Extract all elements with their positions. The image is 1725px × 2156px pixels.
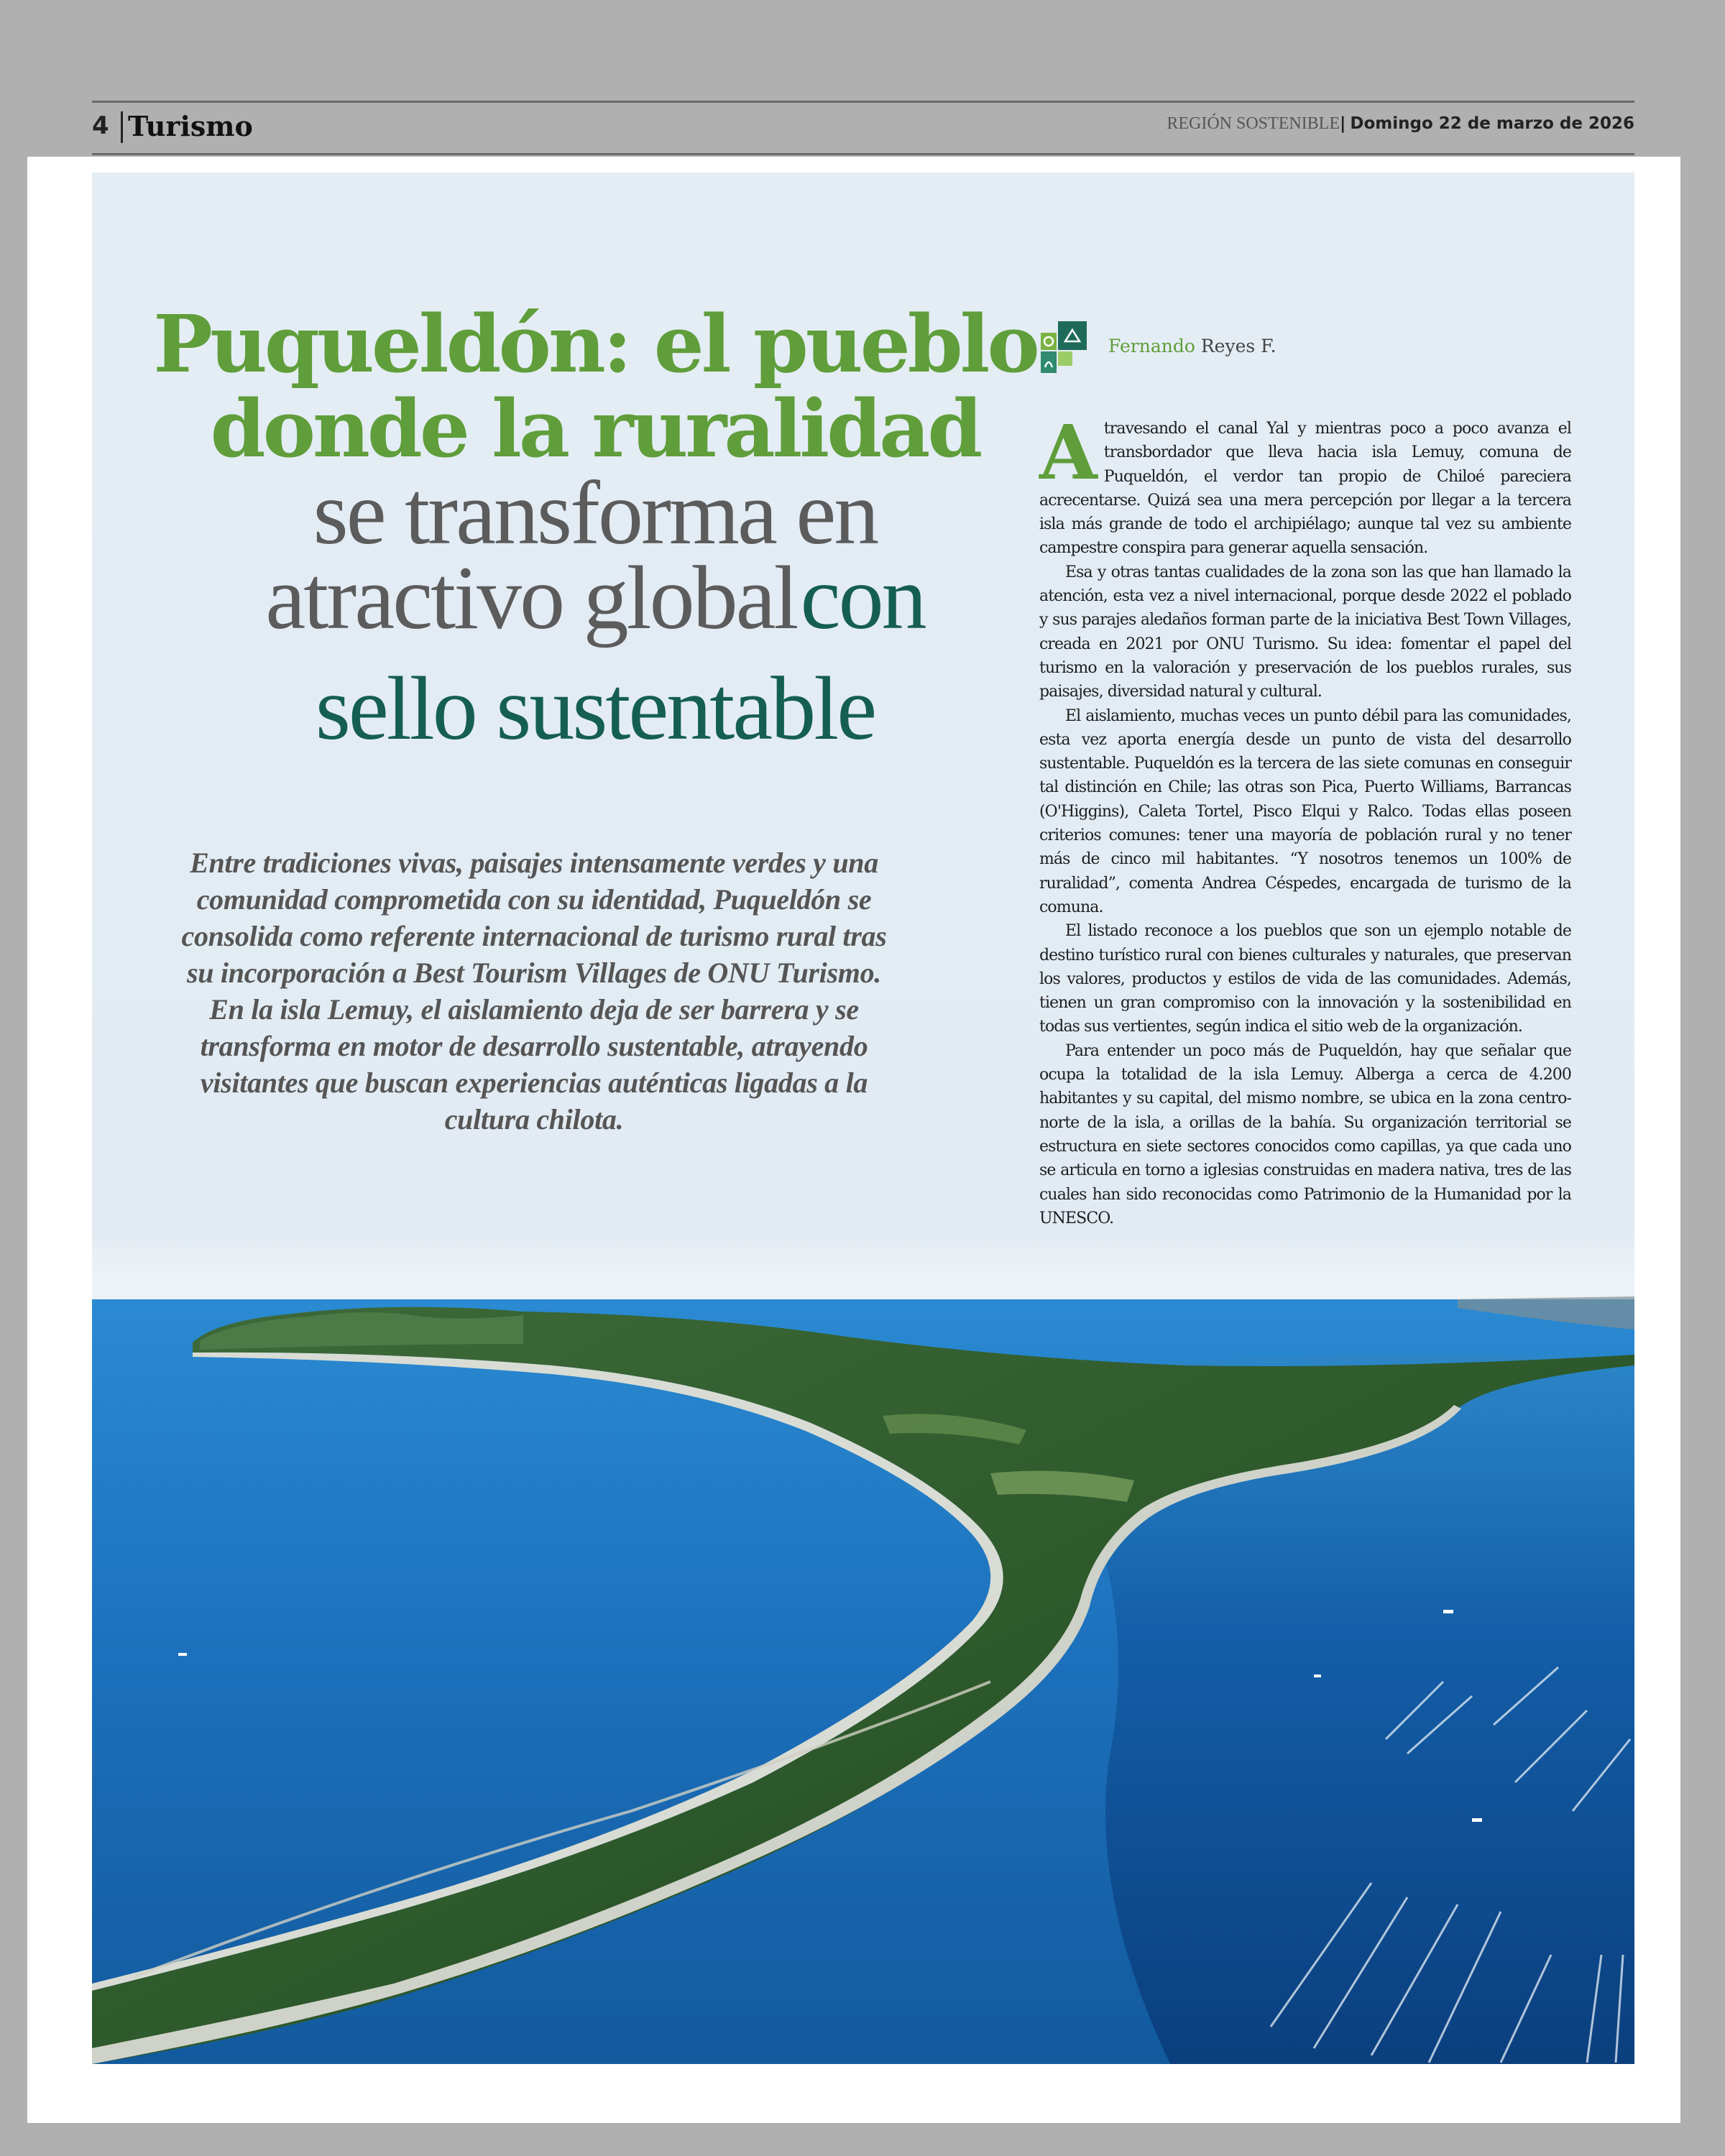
headline-line-4-gray: atractivo global — [265, 548, 797, 648]
sustainability-logo-icon — [1039, 320, 1094, 374]
header-separator: | — [1340, 114, 1346, 133]
page-header — [92, 101, 1634, 155]
header-divider — [121, 111, 123, 143]
body-paragraph-4: El listado reconoce a los pueblos que son un ejemplo notable de destino turístico rural con bienes culturales y naturales, que preservan los valores, productos y estilos de vida de las comunidades. Además, tienen un gran compromiso con la innovación y la sostenibilidad en todas sus vertientes, según indica el sitio web de la organización. — [1039, 922, 1571, 1036]
headline — [135, 298, 1055, 759]
body-paragraph-3: El aislamiento, muchas veces un punto débil para las comunidades, esta vez aporta energía desde un punto de vista del desarrollo sustentable. Puqueldón es la tercera de las siete comunas en conseguir tal distinción en Chile; las otras son Pica, Puerto Williams, Barrancas (O'Higgins), Caleta Tortel, Pisco Elqui y Ralco. Todas ellas poseen criterios comunes: tener una mayoría de población rural y no tener más de cinco mil habitantes. “Y nosotros tenemos un 100% de ruralidad”, comenta Andrea Céspedes, encargada de turismo de la comuna. — [1039, 706, 1571, 916]
headline-line-1: Puqueldón: el pueblo — [153, 298, 1037, 390]
body-paragraph-1: travesando el canal Yal y mientras poco a poco avanza el transbordador que lleva hacia isla Lemuy, comuna de Puqueldón, el verdor tan propio de Chiloé pareciera acrecentarse. Quizá sea una mera percepción por llegar a la tercera isla más grande de todo el archipiélago; aunque tal vez su ambiente campestre conspira para generar aquella sensación. — [1039, 420, 1571, 558]
body-paragraph-5: Para entender un poco más de Puqueldón, hay que señalar que ocupa la totalidad de la isla Lemuy. Alberga a cerca de 4.200 habitantes y su capital, del mismo nombre, se ubica en la zona centro-norte de la isla, a orillas de la bahía. Su organización territorial se estructura en siete sectores conocidos como capillas, ya que cada uno se articula en torno a iglesias construidas en madera nativa, tres de las cuales han sido reconocidas como Patrimonio de la Humanidad por la UNESCO. — [1039, 1041, 1571, 1227]
publication-name: REGIÓN SOSTENIBLE — [1167, 114, 1340, 133]
page-number: 4 — [92, 111, 109, 140]
headline-line-2: donde la ruralidad — [210, 382, 980, 475]
article — [92, 172, 1634, 2064]
drop-cap: A — [1039, 408, 1097, 497]
section-name: Turismo — [128, 110, 253, 142]
body-paragraph-2: Esa y otras tantas cualidades de la zona son las que han llamado la atención, esta vez a nivel internacional, porque desde 2022 el poblado y sus parajes aledaños forman parte de la iniciativa Best Town Villages, creada en 2021 por ONU Turismo. Su idea: fomentar el papel del turismo en la valoración y preservación de los pueblos rurales, sus paisajes, diversidad natural y cultural. — [1039, 563, 1571, 701]
lead-paragraph: Entre tradiciones vivas, paisajes intensamente verdes y una comunidad comprometida con su identidad, Puqueldón se consolida como referente internacional de turismo rural tras su incorporación a Best Tourism Villages de ONU Turismo. En la isla Lemuy, el aislamiento deja de ser barrera y se transforma en motor de desarrollo sustentable, atrayendo visitantes que buscan experiencias auténticas ligadas a la cultura chilota. — [181, 847, 887, 1135]
header-publication-date — [1167, 114, 1634, 134]
headline-line-3: se transforma en — [313, 464, 878, 563]
headline-line-4 — [135, 548, 1055, 667]
issue-date: Domingo 22 de marzo de 2026 — [1350, 114, 1634, 133]
headline-line-4-teal: con — [800, 548, 925, 648]
article-body — [1039, 408, 1571, 1230]
author-first-name: Fernando — [1108, 336, 1195, 356]
aerial-photo-isla-lemuy — [92, 1236, 1634, 2064]
author-last-name: Reyes F. — [1200, 336, 1276, 356]
author-name — [1108, 336, 1276, 356]
headline-line-5: sello sustentable — [315, 659, 875, 759]
